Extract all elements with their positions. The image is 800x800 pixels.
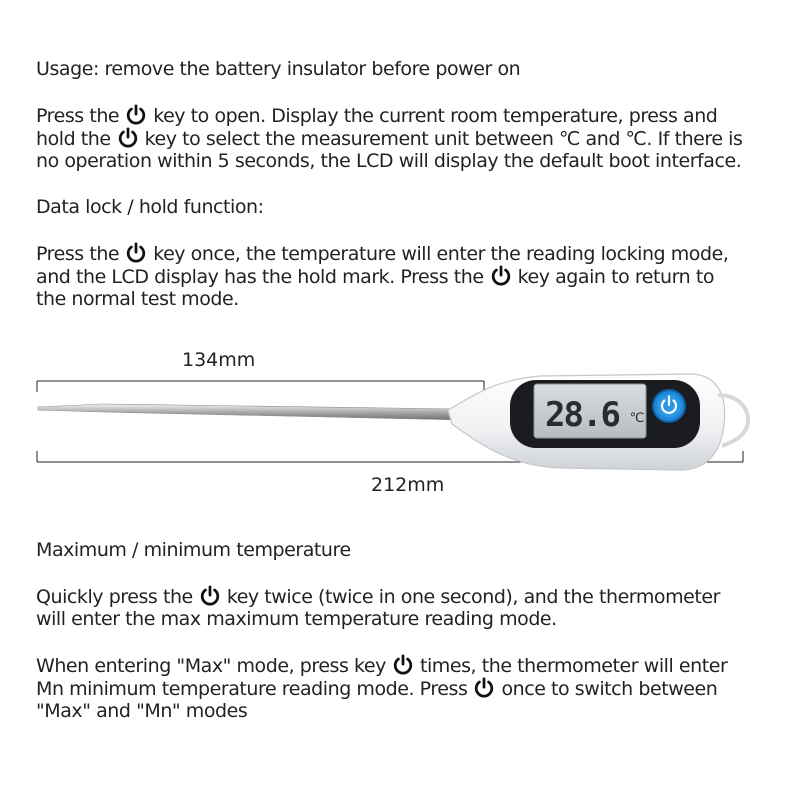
- open-line-1-start: Press the: [36, 105, 120, 127]
- maxmin-p1-line-1-start: Quickly press the: [36, 586, 193, 608]
- probe-dimension-bracket: [37, 381, 484, 392]
- lcd-unit: ℃: [629, 411, 645, 426]
- maxmin-p2-line-3: "Max" and "Mn" modes: [36, 700, 248, 722]
- power-icon: [473, 677, 495, 699]
- probe: [38, 404, 462, 420]
- probe-length-label: 134mm: [182, 349, 256, 371]
- lcd-reading: 28.6: [545, 395, 619, 435]
- lcd-display: [534, 384, 646, 438]
- maxmin-p2-line-2: [36, 677, 717, 701]
- maxmin-p2-line-2-end: once to switch between: [501, 678, 718, 700]
- usage-text: Usage: remove the battery insulator before power on: [36, 58, 521, 80]
- open-line-1-end: key to open. Display the current room temperature, press and: [153, 105, 718, 127]
- power-icon: [199, 585, 221, 607]
- open-line-3: no operation within 5 seconds, the LCD will display the default boot interface.: [36, 150, 742, 172]
- hold-line-1-start: Press the: [36, 243, 120, 265]
- maxmin-p2-line-1-start: When entering "Max" mode, press key: [36, 655, 386, 677]
- maxmin-p1-line-1: [36, 585, 720, 609]
- total-length-label: 212mm: [371, 474, 445, 496]
- hold-line-2-start: and the LCD display has the hold mark. Press the: [36, 266, 484, 288]
- power-button[interactable]: [653, 390, 685, 422]
- maxmin-heading: Maximum / minimum temperature: [36, 539, 351, 561]
- hold-line-2-end: key again to return to: [517, 266, 715, 288]
- power-icon: [392, 654, 414, 676]
- hold-line-1-end: key once, the temperature will enter the reading locking mode,: [153, 243, 729, 265]
- maxmin-p1-line-2: will enter the max maximum temperature reading mode.: [36, 608, 557, 630]
- maxmin-p2-line-1-end: times, the thermometer will enter: [419, 655, 728, 677]
- maxmin-p2-line-1: [36, 654, 727, 678]
- hold-line-3: the normal test mode.: [36, 288, 239, 310]
- open-line-2-end: key to select the measurement unit between ℃ and ℃. If there is: [144, 128, 743, 150]
- open-line-2-start: hold the: [36, 128, 111, 150]
- hold-heading: Data lock / hold function:: [36, 196, 264, 218]
- maxmin-p2-line-2-start: Mn minimum temperature reading mode. Press: [36, 678, 468, 700]
- maxmin-p1-line-1-end: key twice (twice in one second), and the thermometer: [226, 586, 720, 608]
